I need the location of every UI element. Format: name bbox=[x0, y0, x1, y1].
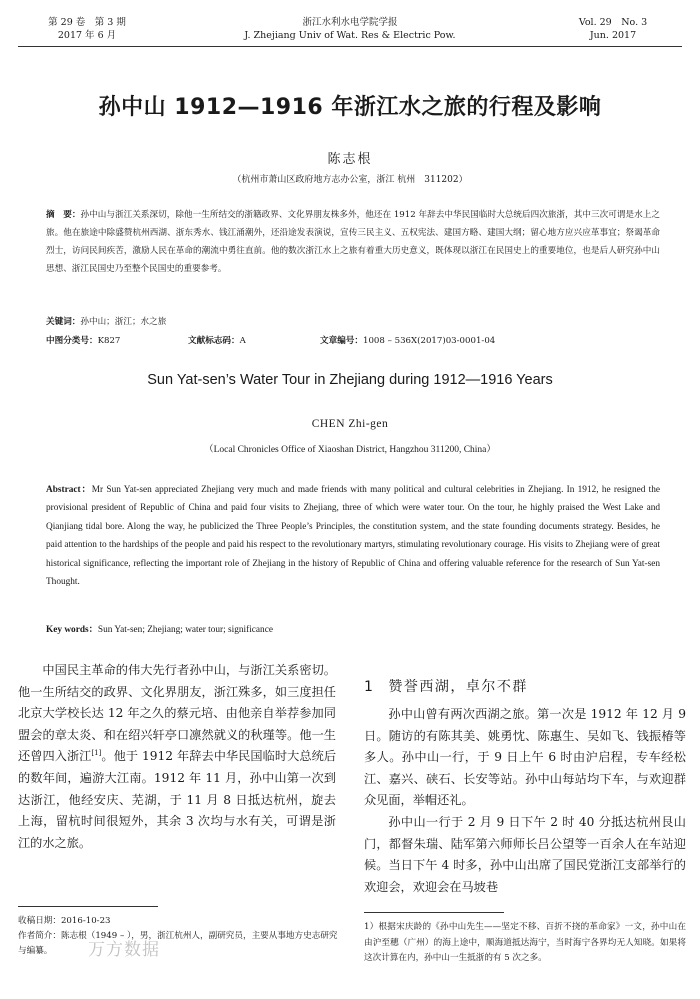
keywords-cn bbox=[46, 313, 660, 331]
abstract-cn-label: 摘 要： bbox=[46, 210, 81, 220]
abstract-cn-text: 孙中山与浙江关系深切，除他一生所结交的浙籍政界、文化界朋友株多外，他还在 1912 年辞去中华民国临时大总统后四次旅浙，其中三次可谓是水上之旅。他在旅途中除盛赞杭州西湖、浙东秀水、钱江涌潮外，还沿途发表演说，宣传三民主义、五权宪法、建国方略、建国大纲；留心地方应兴应革事宜；祭谒革命烈士，访问民间疾苦，激励人民在革命的潮流中勇往直前。他的数次浙江水上之旅有着重大历史意义，既体现以浙江在民国史上的重要地位，也是后人研究孙中山思想、浙江民国史乃至整个民国史的重要参考。 bbox=[46, 210, 660, 274]
paper-title: 孙中山 1912—1916 年浙江水之旅的行程及影响 bbox=[98, 95, 602, 120]
watermark: 万方数据 bbox=[88, 940, 160, 960]
received-date: 收稿日期：2016-10-23 bbox=[18, 916, 111, 926]
keywords-cn-label: 关键词： bbox=[46, 317, 81, 327]
keywords-en-text: Sun Yat-sen; Zhejiang; water tour; significance bbox=[97, 625, 273, 635]
author-name: 陈志根 bbox=[327, 152, 373, 167]
running-header-right bbox=[558, 16, 668, 42]
keywords-cn-text: 孙中山；浙江；水之旅 bbox=[80, 317, 167, 327]
volume-issue-en: Vol. 29 No. 3 bbox=[578, 17, 648, 28]
keywords-en-label: Key words： bbox=[46, 625, 98, 635]
footnote-left bbox=[18, 914, 338, 959]
abstract-cn bbox=[46, 206, 660, 278]
body-paragraph: 孙中山一行于 2 月 9 日下午 2 时 40 分抵达杭州艮山门，都督朱瑞、陆军第六师师长吕公望等一百余人在车站迎候。当日下午 4 时多，孙中山出席了国民党浙江支部举行的欢迎会，欢迎会在马坡巷 bbox=[364, 814, 686, 894]
keywords-en bbox=[46, 621, 660, 635]
running-header-center bbox=[200, 16, 500, 42]
body-left-column bbox=[18, 660, 336, 854]
body-right-column bbox=[364, 704, 686, 898]
paper-title-en: Sun Yat-sen’s Water Tour in Zhejiang during 1912—1916 Years bbox=[147, 372, 553, 388]
publication-date-en: Jun. 2017 bbox=[589, 30, 637, 41]
footnote-rule-left bbox=[18, 906, 158, 907]
author-affiliation-en: （Local Chronicles Office of Xiaoshan District, Hangzhou 311200, China） bbox=[204, 445, 496, 455]
abstract-en bbox=[46, 481, 660, 591]
header-rule bbox=[18, 46, 682, 47]
section-number: 1 bbox=[364, 679, 375, 695]
section-title: 赞誉西湖，卓尔不群 bbox=[388, 679, 528, 695]
volume-issue: 第 29 卷 第 3 期 bbox=[48, 17, 126, 28]
body-paragraph: 孙中山曾有两次西湖之旅。第一次是 1912 年 12 月 9 日。随访的有陈其美、姚勇忱、陈惠生、吴如飞、钱振椿等多人。孙中山一行，于 9 日上午 6 时由沪启程，专车经松江、嘉兴、硖石、长安等站。孙中山每站均下车，与欢迎群众见面，举帽还礼。 bbox=[364, 707, 686, 808]
citation-ref[interactable]: [1] bbox=[91, 749, 102, 758]
document-code: 文献标志码：A bbox=[188, 336, 246, 346]
footnote-right: 1）根据宋庆龄的《孙中山先生——坚定不移、百折不挠的革命家》一文，孙中山在由沪至穗（广州）的海上途中，顺海道抵达海宁，当时海宁各界均无人知晓。如果将这次计算在内，孙中山一生抵浙的有 5 次之多。 bbox=[364, 922, 686, 963]
author-affiliation: （杭州市萧山区政府地方志办公室，浙江 杭州 311202） bbox=[232, 175, 468, 185]
author-bio: 作者简介：陈志根（1949 – ），男，浙江杭州人，副研究员，主要从事地方史志研究与编纂。 bbox=[18, 931, 338, 956]
body-paragraph: 中国民主革命的伟大先行者孙中山，与浙江关系密切。他一生所结交的政界、文化界朋友，浙江殊多，如三度担任北京大学校长达 12 年之久的蔡元培、由他亲自举荐参加同盟会的章太炎、和在绍兴轩亭口凛然就义的秋瑾等。他一生还曾四入浙江[1]。他于 1912 年辞去中华民国临时大总统后的数年间，遍游大江南。1912 年 11 月，孙中山第一次到达浙江，他经安庆、芜湖，于 11 月 8 日抵达杭州，旋去上海，留杭时间很短外，其余 3 次均与水有关，可谓是浙江的水之旅。 bbox=[18, 663, 337, 850]
footnote-rule-right bbox=[364, 912, 504, 913]
article-number: 文章编号：1008 – 536X(2017)03-0001-04 bbox=[320, 336, 496, 346]
clc-number: 中图分类号：K827 bbox=[46, 336, 121, 346]
author-name-en: CHEN Zhi-gen bbox=[311, 418, 389, 430]
section-heading bbox=[364, 676, 528, 696]
running-header-left bbox=[32, 16, 142, 42]
classification-row bbox=[46, 332, 660, 350]
publication-date: 2017 年 6 月 bbox=[57, 30, 117, 41]
journal-name-en: J. Zhejiang Univ of Wat. Res & Electric Pow. bbox=[244, 30, 456, 41]
journal-name-cn: 浙江水利水电学院学报 bbox=[302, 17, 398, 28]
abstract-en-label: Abstract： bbox=[46, 485, 92, 495]
abstract-en-text: Mr Sun Yat-sen appreciated Zhejiang very much and made friends with many political and cultural celebrities in Zhejiang. In 1912, he resigned the provisional president of Republic of China and paid four visits to Zhejiang, three of which were water tour. On the tour, he highly praised the West Lake and Qianjiang tidal bore. Along the way, he publicized the Three People’s Principles, the constitution system, and the state founding documents strategy. Besides, he paid attention to the hardships of the people and paid his respect to the revolutionary martyrs, stimulating revolutionary courage. His visits to Zhejiang were of great historical significance, reflecting the important role of Zhejiang in the history of Republic of China and offering valuable reference for the research of Sun Yat-sen Thought. bbox=[46, 485, 660, 588]
